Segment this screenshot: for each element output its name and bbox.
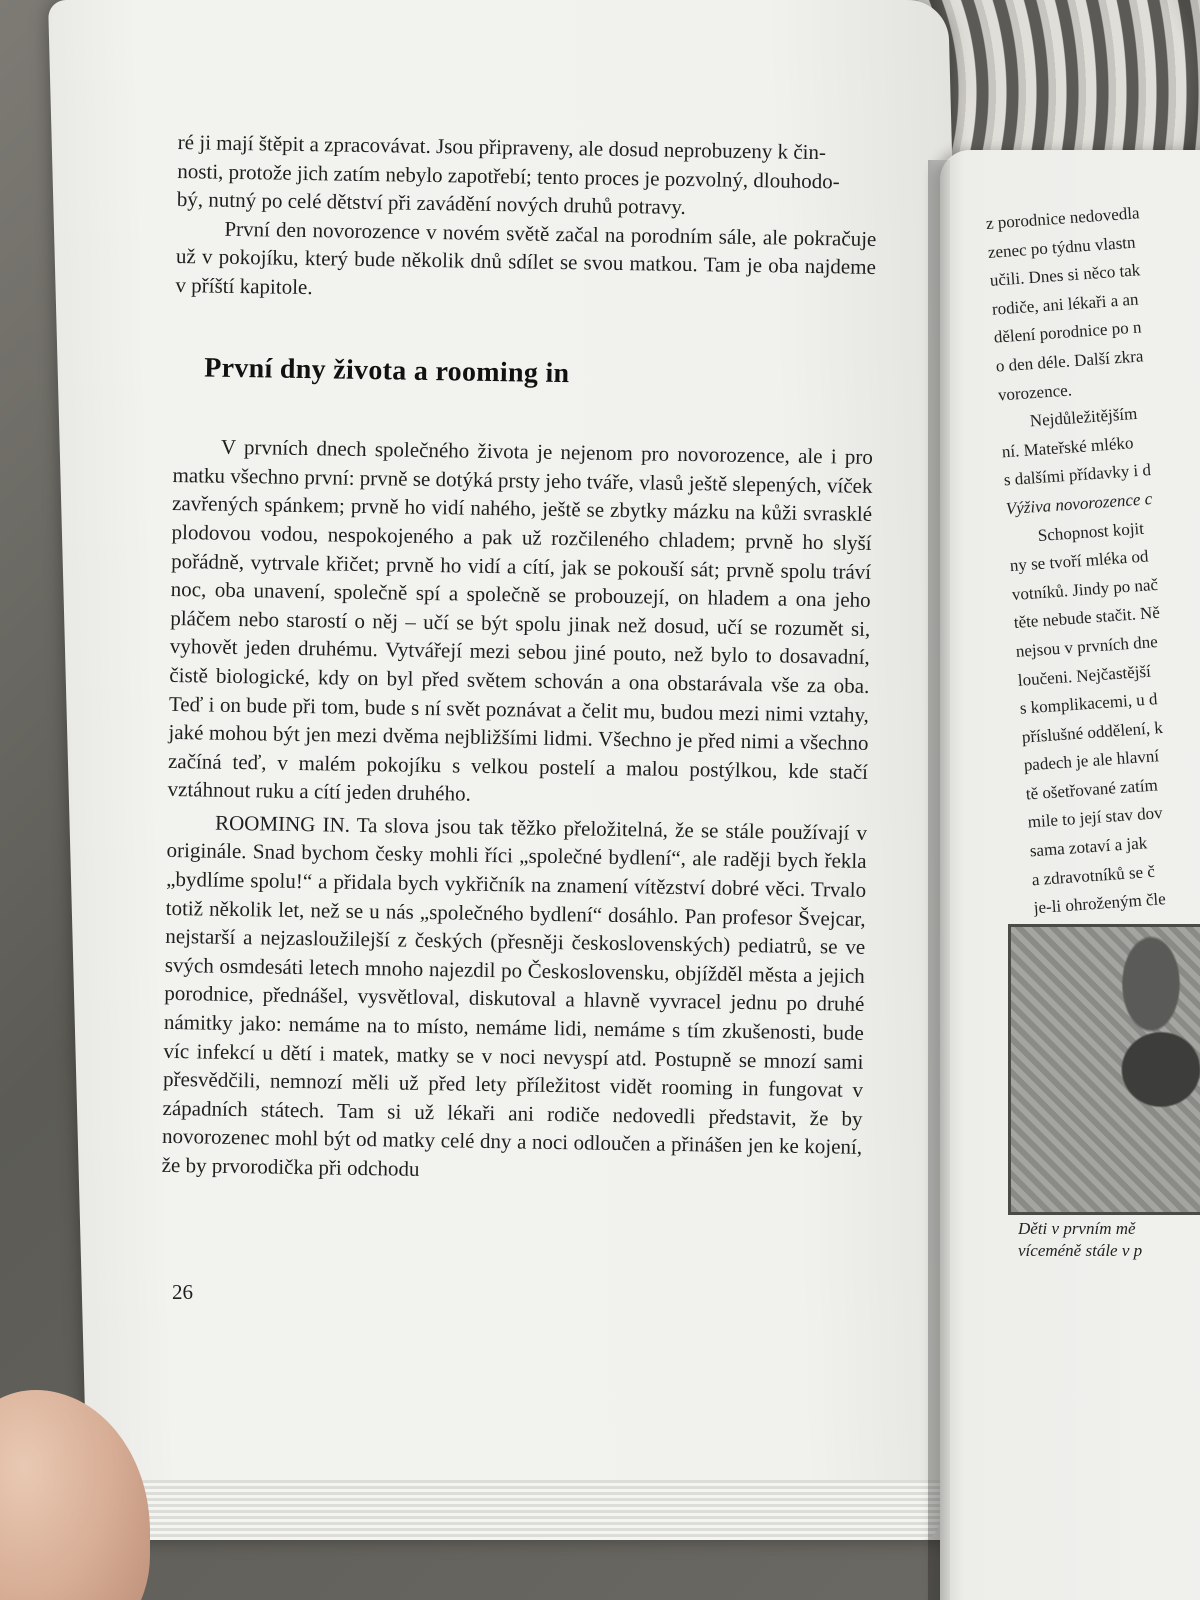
- right-line: příslušné oddělení, k: [1021, 717, 1164, 747]
- paragraph-rooming-in: ROOMING IN. Ta slova jsou tak těžko přeložitelná, že se stále používají v originále. Snad bychom česky mohli říci „společné bydlení“, ale raději bych řekla „bydlíme spolu!“ a přidala bych vykřičník na znamení vítězství dobré věci. Trvalo totiž několik let, než se u nás „společného bydlení“ dosáhlo. Pan profesor Švejcar, nejstarší a nejzasloužilejší z českých (přesněji československých) pediatrů, se ve svých osmdesáti letech mnoho najezdil po Československu, objížděl města a jejich porodnice, přednášel, vysvětloval, diskutoval a hlavně vyvracel jednu po druhé námitky jako: nemáme na to místo, nemáme lidi, nemáme s tím zkušenosti, bude víc infekcí u dětí i matek, matky se v noci nevyspí atd. Postupně se mnozí sami přesvědčili, nemnozí měli už před lety příležitost vidět rooming in fungovat v západních státech. Tam si už lékaři ani rodiče nedovedli představit, že by novorozenec mohl být od matky celé dny a noci odloučen a přinášen jen ke kojení, že by prvorodička při odchodu: [161, 810, 868, 1181]
- top-line: ré ji mají štěpit a zpracovávat. Jsou připraveny, ale dosud neprobuzeny k čin-: [177, 129, 827, 165]
- right-line: sama zotaví a jak: [1029, 833, 1148, 861]
- top-line: nosti, protože jich zatím nebylo zapotřebí; tento proces je pozvolný, dlouhodo-: [177, 158, 840, 193]
- photo-caption: [1018, 1218, 1200, 1262]
- book-gutter: [928, 160, 950, 1600]
- page-number: 26: [172, 1280, 193, 1304]
- right-line: učili. Dnes si něco tak: [989, 260, 1141, 290]
- right-line: padech je ale hlavní: [1023, 746, 1160, 775]
- left-page-text: [161, 128, 877, 1194]
- caption-line: víceméně stále v p: [1018, 1241, 1143, 1260]
- right-line: o den déle. Další zkra: [995, 346, 1144, 376]
- right-line: těte nebude stačit. Ně: [1013, 603, 1161, 633]
- right-line: Schopnost kojit: [1037, 518, 1145, 545]
- right-line: ní. Mateřské mléko: [1001, 432, 1134, 462]
- right-line: je-li ohroženým čle: [1033, 889, 1167, 918]
- right-line: zenec po týdnu vlastn: [987, 232, 1137, 262]
- top-line: bý, nutný po celé dětství při zavádění nových druhů potravy.: [176, 187, 686, 220]
- right-line: vorozence.: [997, 379, 1073, 405]
- baby-photo: [1008, 924, 1200, 1215]
- right-line: s komplikacemi, u d: [1019, 689, 1159, 718]
- page-edges: [40, 1480, 940, 1540]
- right-line: tě ošetřované zatím: [1025, 775, 1159, 804]
- right-line: mile to její stav dov: [1027, 803, 1164, 832]
- right-line: rodiče, ani lékaři a an: [991, 289, 1140, 319]
- right-line: ny se tvoří mléka od: [1009, 546, 1150, 576]
- right-line: Nejdůležitějším: [1029, 404, 1138, 431]
- right-line: a zdravotníků se č: [1031, 861, 1156, 889]
- section-heading: První dny života a rooming in: [203, 352, 570, 389]
- right-line: s dalšími přídavky i d: [1003, 460, 1152, 490]
- top-lines: [177, 128, 878, 225]
- caption-line: Děti v prvním mě: [1018, 1219, 1136, 1238]
- paragraph-first-days: V prvních dnech společného života je nejenom pro novorozence, ale i pro matku všechno první: prvně se dotýká prsty jeho tváře, vlasů ještě slepených, víček zavřených spánkem; prvně ho vidí nahého, ještě se zbytky mázku na kůži svrasklé plodovou vodou, nespokojeného a pak už rozčileného chladem; prvně ho slyší pořádně, vytrvale křičet; prvně ho vidí a cítí, jak se pokouší sát; prvně spolu tráví noc, oba unavení, společně spí a společně se probouzejí, on hladem a ona jeho pláčem nebo starostí o něj – učí se být spolu jinak než dosud, učí se rozumět si, vyhovět jeden druhému. Vytvářejí mezi sebou jiné pouto, než bylo to dosavadní, čistě biologické, kdy on byl před světem schován a ona obstarávala vše za oba. Teď i on bude při tom, bude s ní svět poznávat a čelit mu, budou mezi nimi vztahy, jaké mohou být jen mezi dvěma nejbližšími lidmi. Všechno je před nimi a všechno začíná teď, v malém pokojíku s velkou postelí a malou postýlkou, kde stačí vztáhnout ruku a cítí jeden druhého.: [167, 434, 874, 806]
- right-line: z porodnice nedovedla: [985, 203, 1141, 233]
- right-line: loučeni. Nejčastější: [1017, 661, 1152, 690]
- right-line: votníků. Jindy po nač: [1011, 574, 1159, 604]
- right-line: Výživa novorozence c: [1005, 489, 1153, 519]
- paragraph-first-day: První den novorozence v novém světě začal na porodním sále, ale pokračuje už v pokojíku, který bude několik dnů sdílet se svou matkou. Tam je oba najdeme v příští kapitole.: [175, 216, 877, 300]
- right-line: dělení porodnice po n: [993, 317, 1142, 348]
- right-line: nejsou v prvních dne: [1015, 631, 1159, 661]
